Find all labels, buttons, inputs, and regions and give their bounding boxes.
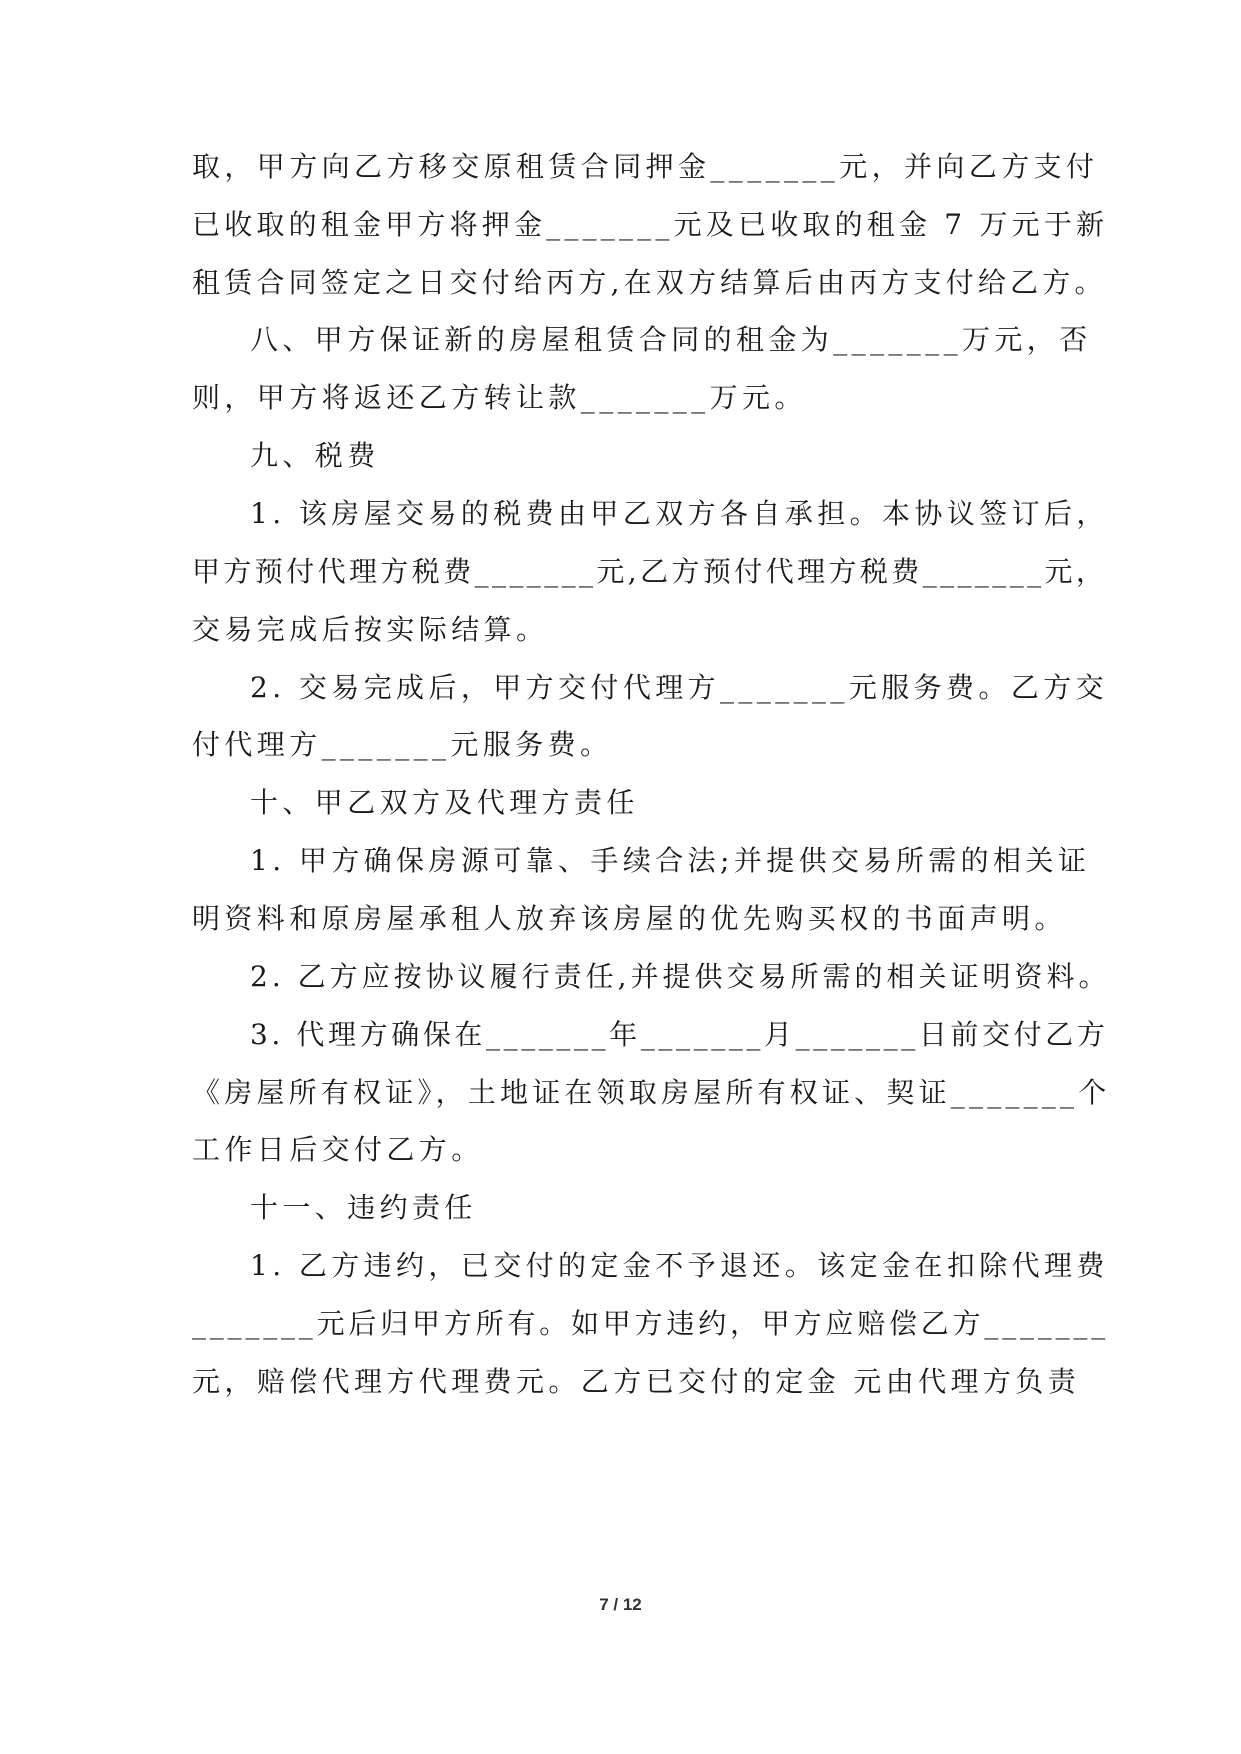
paragraph-line: 《房屋所有权证》，土地证在领取房屋所有权证、契证_______个	[192, 1076, 1111, 1109]
section-heading-responsibilities: 十、甲乙双方及代理方责任	[250, 786, 639, 819]
page-number: 7 / 12	[599, 1595, 642, 1614]
paragraph-line: 租赁合同签定之日交付给丙方,在双方结算后由丙方支付给乙方。	[192, 266, 1107, 299]
paragraph-line: 甲方预付代理方税费_______元,乙方预付代理方税费_______元，	[192, 555, 1108, 588]
clause-line: 2. 交易完成后，甲方交付代理方_______元服务费。乙方交	[250, 671, 1109, 704]
paragraph-line: _______元后归甲方所有。如甲方违约，甲方应赔偿乙方_______	[192, 1307, 1110, 1340]
paragraph-line: 则，甲方将返还乙方转让款_______万元。	[192, 381, 807, 414]
clause-line: 1. 甲方确保房源可靠、手续合法;并提供交易所需的相关证	[250, 844, 1091, 877]
paragraph-line: 取，甲方向乙方移交原租赁合同押金_______元，并向乙方支付	[192, 150, 1099, 183]
paragraph-line: 付代理方_______元服务费。	[192, 728, 613, 761]
clause-line: 1. 乙方违约，已交付的定金不予退还。该定金在扣除代理费	[250, 1249, 1109, 1282]
clause-line: 2. 乙方应按协议履行责任,并提供交易所需的相关证明资料。	[250, 960, 1111, 993]
section-heading-tax: 九、税费	[250, 439, 380, 472]
clause-line: 3. 代理方确保在_______年_______月_______日前交付乙方	[250, 1018, 1109, 1051]
paragraph-line: 工作日后交付乙方。	[192, 1133, 484, 1166]
paragraph-line: 元，赔偿代理方代理费元。乙方已交付的定金 元由代理方负责	[192, 1365, 1081, 1398]
section-eight-line: 八、甲方保证新的房屋租赁合同的租金为_______万元，否	[250, 323, 1092, 356]
clause-line: 1. 该房屋交易的税费由甲乙双方各自承担。本协议签订后，	[250, 497, 1109, 530]
paragraph-line: 已收取的租金甲方将押金_______元及已收取的租金 7 万元于新	[192, 208, 1109, 241]
paragraph-line: 明资料和原房屋承租人放弃该房屋的优先购买权的书面声明。	[192, 902, 1067, 935]
section-heading-breach: 十一、违约责任	[250, 1191, 477, 1224]
paragraph-line: 交易完成后按实际结算。	[192, 613, 549, 646]
